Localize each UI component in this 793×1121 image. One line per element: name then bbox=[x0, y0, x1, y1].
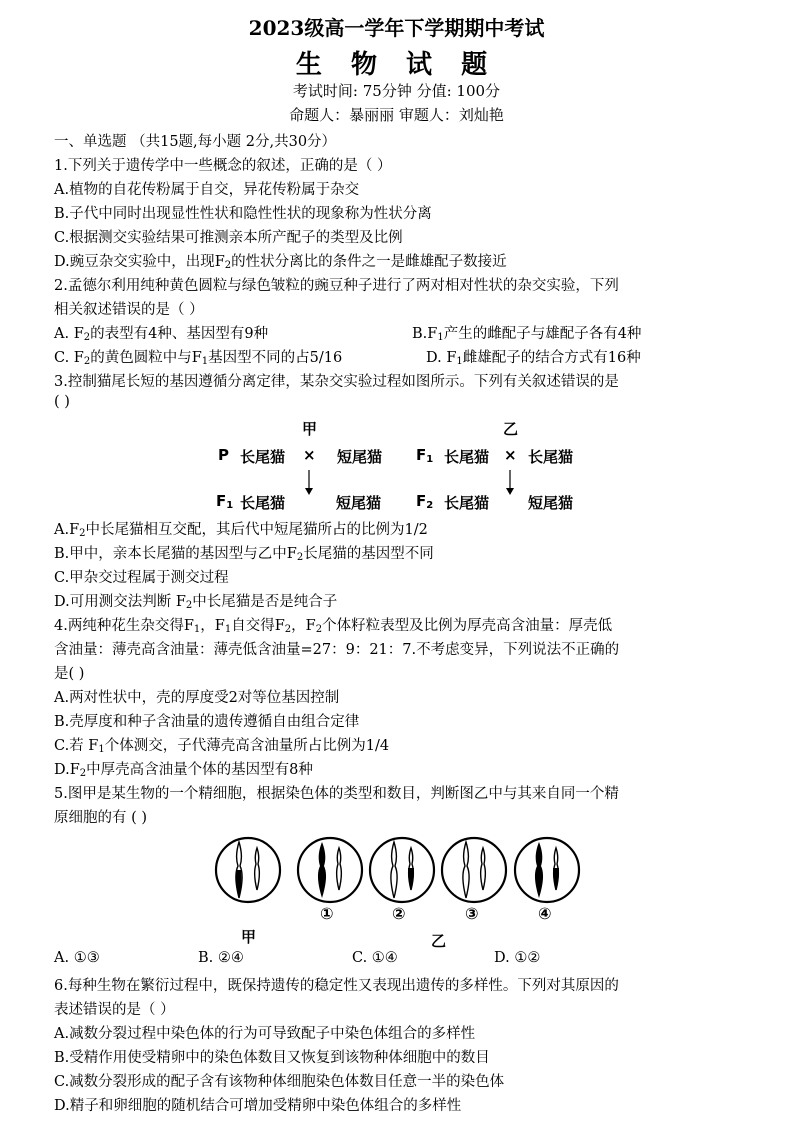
q3-fig-yi-parent-long1: 长尾猫 bbox=[444, 448, 490, 466]
q2-option-d: D. $F_1$雌雄配子的结合方式有16种 bbox=[426, 350, 641, 367]
q4-stem-line3: 是( ) bbox=[54, 666, 85, 682]
q1-option-b: B.子代中同时出现显性性状和隐性性状的现象称为性状分离 bbox=[54, 206, 432, 222]
q5-fig-num-2: ② bbox=[392, 904, 406, 923]
q6-stem-line2: 表述错误的是（ ） bbox=[54, 1002, 175, 1018]
q2-option-c: C. $F_2$的黄色圆粒中与$F_1$基因型不同的占5/16 bbox=[54, 350, 343, 367]
cell-4 bbox=[515, 838, 579, 902]
q5-stem-line2: 原细胞的有 ( ) bbox=[54, 810, 148, 826]
q4-stem-line1: 4.两纯种花生杂交得$F_1$，$F_1$自交得$F_2$，$F_2$个体籽粒表型及比例为厚壳高含油量：厚壳低 bbox=[54, 618, 613, 635]
q3-fig-arrows bbox=[0, 468, 793, 518]
q4-option-d: $D.F_2$中厚壳高含油量个体的基因型有8种 bbox=[54, 762, 313, 779]
q3-fig-label-jia: 甲 bbox=[302, 420, 318, 438]
q6-option-b: B.受精作用使受精卵中的染色体数目又恢复到该物种体细胞中的数目 bbox=[54, 1050, 490, 1066]
cell-jia bbox=[216, 838, 280, 902]
q5-fig-num-4: ④ bbox=[538, 904, 552, 923]
q6-stem-line1: 6.每种生物在繁衍过程中，既保持遗传的稳定性又表现出遗传的多样性。下列对其原因的 bbox=[54, 978, 619, 994]
q3-fig-yi-parent-long2: 长尾猫 bbox=[528, 448, 574, 466]
q4-option-b: B.壳厚度和种子含油量的遗传遵循自由组合定律 bbox=[54, 714, 360, 730]
q5-fig-label-jia: 甲 bbox=[241, 928, 257, 946]
arrow-down-icon bbox=[305, 470, 313, 495]
exam-time-score: 考试时间: 75分钟 分值: 100分 bbox=[292, 82, 501, 100]
cell-1 bbox=[298, 838, 362, 902]
q3-option-c: C.甲杂交过程属于测交过程 bbox=[54, 570, 229, 586]
q4-option-c: C.若 $F_1$个体测交，子代薄壳高含油量所占比例为1/4 bbox=[54, 738, 390, 755]
q3-fig-yi-f2-label: $F_2$ bbox=[416, 492, 434, 511]
q3-option-b: B.甲中，亲本长尾猫的基因型与乙中$F_2$长尾猫的基因型不同 bbox=[54, 546, 434, 563]
q4-stem-line2: 含油量：薄壳高含油量：薄壳低含油量=27：9：21：7.不考虑变异，下列说法不正确的 bbox=[54, 642, 620, 658]
cell-2 bbox=[370, 838, 434, 902]
q1-option-a: A.植物的自花传粉属于自交，异花传粉属于杂交 bbox=[54, 182, 360, 198]
q2-stem-line2: 相关叙述错误的是（ ） bbox=[54, 302, 204, 318]
q5-fig-num-1: ① bbox=[320, 904, 334, 923]
q3-option-a: $A.F_2$中长尾猫相互交配，其后代中短尾猫所占的比例为1/2 bbox=[54, 522, 428, 539]
q3-fig-jia-parent-long: 长尾猫 bbox=[240, 448, 286, 466]
q5-option-c: C. ①④ bbox=[352, 950, 398, 966]
q1-option-d: D.豌豆杂交实验中，出现$F_2$的性状分离比的条件之一是雌雄配子数接近 bbox=[54, 254, 507, 271]
q3-fig-yi-cross-sign: × bbox=[504, 446, 517, 464]
q5-option-a: A. ①③ bbox=[54, 950, 100, 966]
q3-fig-jia-f1-label: $F_1$ bbox=[216, 492, 234, 511]
q6-option-c: C.减数分裂形成的配子含有该物种体细胞染色体数目任意一半的染色体 bbox=[54, 1074, 505, 1090]
exam-authors: 命题人：暴丽丽 审题人：刘灿艳 bbox=[289, 106, 504, 124]
q5-fig-label-yi: 乙 bbox=[431, 932, 447, 950]
q3-fig-label-yi: 乙 bbox=[503, 420, 519, 438]
q1-stem: 1.下列关于遗传学中一些概念的叙述，正确的是（ ） bbox=[54, 158, 392, 174]
section-heading: 一、单选题 （共15题,每小题 2分,共30分） bbox=[54, 134, 337, 150]
q3-fig-jia-parent-short: 短尾猫 bbox=[337, 448, 383, 466]
q6-option-d: D.精子和卵细胞的随机结合可增加受精卵中染色体组合的多样性 bbox=[54, 1098, 462, 1114]
q3-option-d: D.可用测交法判断 $F_2$中长尾猫是否是纯合子 bbox=[54, 594, 338, 611]
q5-stem-line1: 5.图甲是某生物的一个精细胞，根据染色体的类型和数目，判断图乙中与其来自同一个精 bbox=[54, 786, 619, 802]
q3-stem-line1: 3.控制猫尾长短的基因遵循分离定律，某杂交实验过程如图所示。下列有关叙述错误的是 bbox=[54, 374, 619, 390]
q1-option-c: C.根据测交实验结果可推测亲本所产配子的类型及比例 bbox=[54, 230, 403, 246]
q3-fig-yi-offspring-short: 短尾猫 bbox=[528, 494, 574, 512]
q3-fig-jia-offspring-short: 短尾猫 bbox=[336, 494, 382, 512]
q2-stem-line1: 2.孟德尔利用纯种黄色圆粒与绿色皱粒的豌豆种子进行了两对相对性状的杂交实验，下列 bbox=[54, 278, 619, 294]
q2-option-b: $B.F_1$产生的雌配子与雄配子各有4种 bbox=[412, 326, 642, 343]
q5-option-b: B. ②④ bbox=[198, 950, 244, 966]
q5-option-d: D. ①② bbox=[494, 950, 541, 966]
q3-fig-p-label: P bbox=[218, 446, 229, 464]
cell-3 bbox=[442, 838, 506, 902]
q4-option-a: A.两对性状中，壳的厚度受2对等位基因控制 bbox=[54, 690, 340, 706]
q5-fig-num-3: ③ bbox=[465, 904, 479, 923]
q2-option-a: A. $F_2$的表型有4种、基因型有9种 bbox=[54, 326, 269, 343]
q3-fig-yi-f1-label: $F_1$ bbox=[416, 446, 434, 465]
q3-fig-yi-offspring-long: 长尾猫 bbox=[444, 494, 490, 512]
exam-title: 2023级高一学年下学期期中考试 bbox=[248, 16, 545, 40]
q3-fig-jia-offspring-long: 长尾猫 bbox=[240, 494, 286, 512]
q3-stem-line2: ( ) bbox=[54, 394, 70, 410]
q6-option-a: A.减数分裂过程中染色体的行为可导致配子中染色体组合的多样性 bbox=[54, 1026, 476, 1042]
subject-title: 生 物 试 题 bbox=[295, 50, 498, 80]
q3-fig-jia-cross-sign: × bbox=[303, 446, 316, 464]
arrow-down-icon bbox=[506, 470, 514, 495]
